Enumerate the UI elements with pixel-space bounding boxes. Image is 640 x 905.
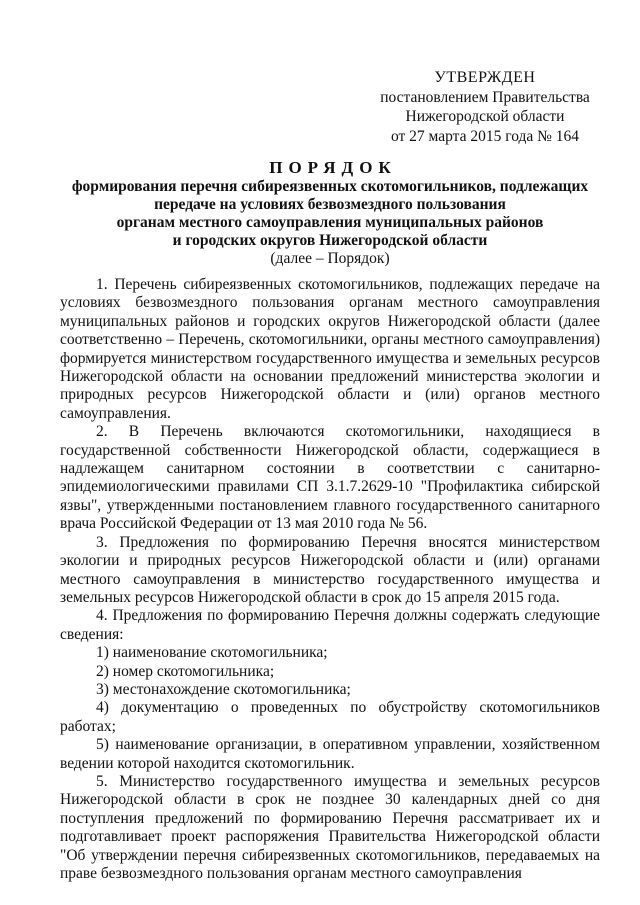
document-subtitle-line-2: передаче на условиях безвозмездного пользования xyxy=(154,196,506,213)
paragraph-1: 1. Перечень сибиреязвенных скотомогильников, подлежащих передаче на условиях безвозмездного пользования органам местного самоуправления муниципальных районов и городских округов Нижегородской области (далее соответственно – Перечень, скотомогильники, органы местного самоуправления) формируется министерством государственного имущества и земельных ресурсов Нижегородской области на основании предложений министерства экологии и природных ресурсов Нижегородской области и (или) органов местного самоуправления. xyxy=(60,276,600,422)
paragraph-4-item-3: 3) местонахождение скотомогильника; xyxy=(96,680,351,698)
document-subtitle-line-4: и городских округов Нижегородской области xyxy=(172,232,488,249)
paragraph-3: 3. Предложения по формированию Перечня вносятся министерством экологии и природных ресурсов Нижегородской области и (или) органами местного самоуправления в министерство государственного имущества и земельных ресурсов Нижегородской области в срок до 15 апреля 2015 года. xyxy=(60,533,600,606)
paragraph-4-item-2: 2) номер скотомогильника; xyxy=(96,662,275,680)
document-title-note: (далее – Порядок) xyxy=(270,250,390,267)
document-title-block xyxy=(60,158,600,268)
paragraph-2: 2. В Перечень включаются скотомогильники, находящиеся в государственной собственности Нижегородской области, содержащиеся в надлежащем санитарном состоянии в соответствии с санитарно-эпидемиологическими правилами СП 3.1.7.2629-10 "Профилактика сибирской язвы", утвержденными постановлением главного государственного санитарного врача Российской Федерации от 13 мая 2010 года № 56. xyxy=(60,423,600,533)
document-title: ПОРЯДОК xyxy=(269,158,397,177)
approval-heading: УТВЕРЖДЕН xyxy=(434,69,536,86)
document-subtitle-line-3: органам местного самоуправления муниципальных районов xyxy=(116,214,544,231)
approval-line-2: Нижегородской области xyxy=(405,108,565,125)
approval-line-3: от 27 марта 2015 года № 164 xyxy=(390,127,580,145)
paragraph-4: 4. Предложения по формированию Перечня должны содержать следующие сведения: xyxy=(60,607,600,643)
document-subtitle-line-1: формирования перечня сибиреязвенных скотомогильников, подлежащих xyxy=(71,178,589,195)
paragraph-5: 5. Министерство государственного имущества и земельных ресурсов Нижегородской области в срок не позднее 30 календарных дней со дня поступления предложений по формированию Перечня рассматривает их и подготавливает проект распоряжения Правительства Нижегородской области "Об утверждении перечня сибиреязвенных скотомогильников, передаваемых на праве безвозмездного пользования органам местного самоуправления xyxy=(60,772,600,882)
approval-line-1: постановлением Правительства xyxy=(380,88,590,106)
document-body xyxy=(60,276,600,883)
paragraph-4-item-4: 4) документацию о проведенных по обустройству скотомогильников работах; xyxy=(60,699,600,735)
paragraph-4-item-5: 5) наименование организации, в оперативном управлении, хозяйственном ведении которой находится скотомогильник. xyxy=(60,736,600,772)
paragraph-4-item-1: 1) наименование скотомогильника; xyxy=(96,644,328,662)
approval-stamp-block xyxy=(370,68,600,146)
